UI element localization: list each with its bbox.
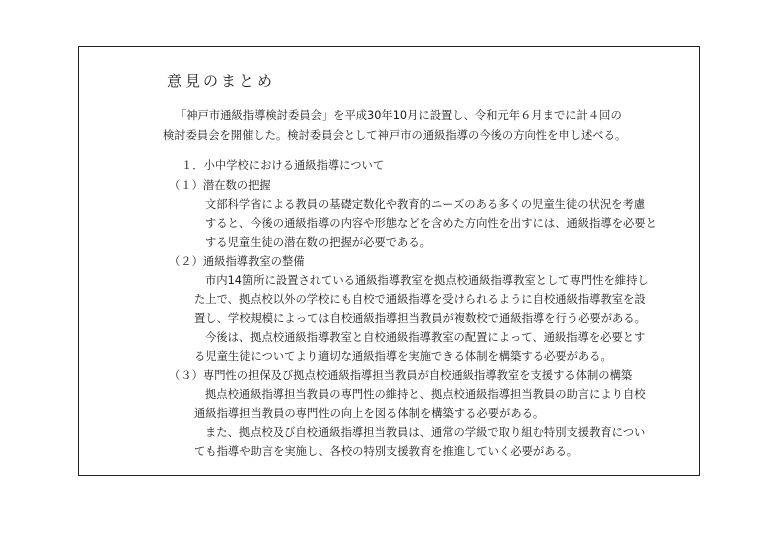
intro-line-2: 検討委員会を開催した。検討委員会として神戸市の通級指導の今後の方向性を申し述べる。 — [163, 129, 627, 142]
subsection-2-line-3: 置し、学校規模によっては自校通級指導担当教員が複数校で通級指導を行う必要がある。 — [194, 312, 646, 325]
subsection-1-line-2: すると、今後の通級指導の内容や形態などを含めた方向性を出すには、通級指導を必要と — [205, 217, 657, 230]
subsection-3-line-2: 通級指導担当教員の専門性の向上を図る体制を構築する必要がある。 — [194, 407, 545, 420]
document-page — [78, 46, 700, 476]
document-title: 意見のまとめ — [167, 72, 276, 90]
intro-line-1: 「神戸市通級指導検討委員会」を平成30年10月に設置し、令和元年６月までに計４回の — [175, 109, 622, 122]
subsection-3-heading: （３）専門性の担保及び拠点校通級指導担当教員が自校通級指導教室を支援する体制の構築 — [169, 369, 633, 382]
subsection-2-heading: （２）通級指導教室の整備 — [169, 255, 305, 268]
subsection-2-line-2: た上で、拠点校以外の学校にも自校で通級指導を受けられるように自校通級指導教室を設 — [194, 293, 646, 306]
section-1-heading: １．小中学校における通級指導について — [181, 159, 385, 172]
subsection-1-line-3: する児童生徒の潜在数の把握が必要である。 — [205, 236, 431, 249]
subsection-3-line-4: ても指導や助言を実施し、各校の特別支援教育を推進していく必要がある。 — [194, 445, 579, 458]
subsection-2-line-4: 今後は、拠点校通級指導教室と自校通級指導教室の配置によって、通級指導を必要とす — [205, 331, 646, 344]
subsection-1-heading: （１）潜在数の把握 — [169, 179, 271, 192]
subsection-2-line-1: 市内14箇所に設置されている通級指導教室を拠点校通級指導教室として専門性を維持し — [205, 274, 649, 287]
subsection-3-line-1: 拠点校通級指導担当教員の専門性の維持と、拠点校通級指導担当教員の助言により自校 — [205, 388, 646, 401]
subsection-2-line-5: る児童生徒についてより適切な通級指導を実施できる体制を構築する必要がある。 — [194, 350, 612, 363]
subsection-3-line-3: また、拠点校及び自校通級指導担当教員は、通常の学級で取り組む特別支援教育につい — [205, 426, 646, 439]
subsection-1-line-1: 文部科学省による教員の基礎定数化や教育的ニーズのある多くの児童生徒の状況を考慮 — [205, 198, 646, 211]
